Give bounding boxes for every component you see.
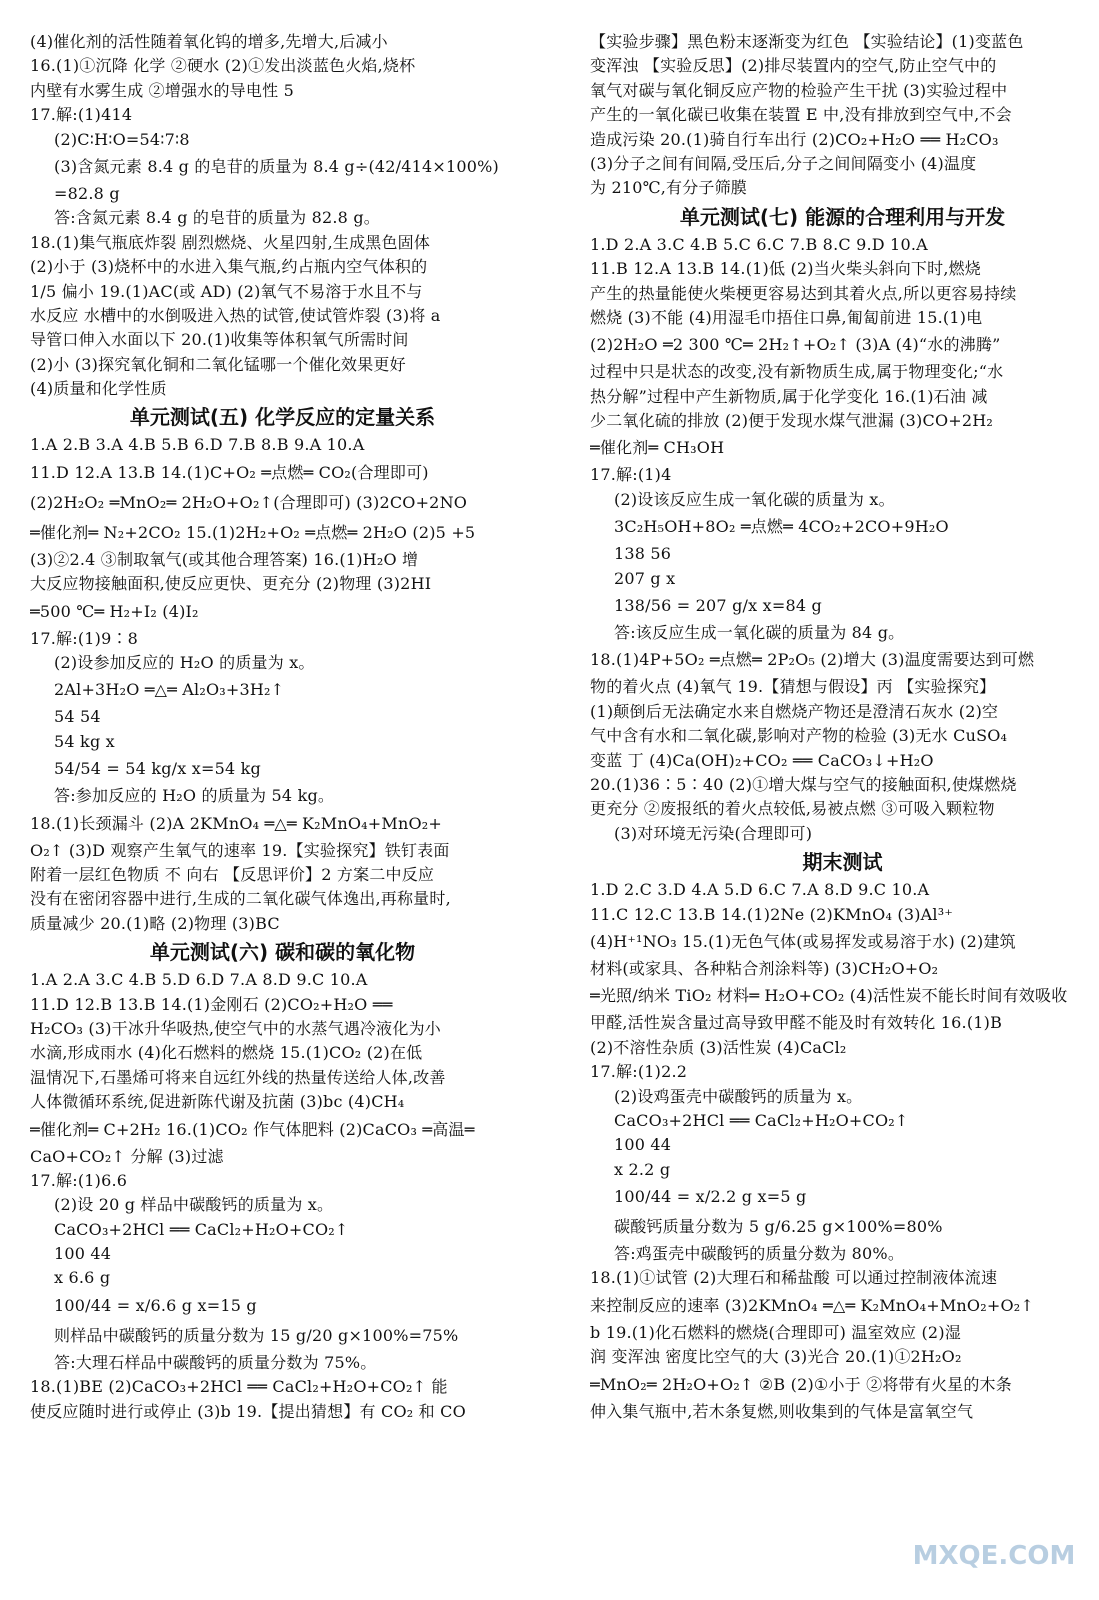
- answer-line: 11.D 12.A 13.B 14.(1)C+O₂ ═点燃═ CO₂(合理即可): [30, 462, 429, 482]
- answer-line: 水滴,形成雨水 (4)化石燃料的燃烧 15.(1)CO₂ (2)在低: [30, 1043, 423, 1063]
- answer-line: (1)颠倒后无法确定水来自燃烧产物还是澄清石灰水 (2)空: [590, 701, 999, 721]
- right-column: [590, 30, 1095, 1424]
- answer-line: ═催化剂═ CH₃OH: [590, 438, 725, 458]
- answer-line: (2)设 20 g 样品中碳酸钙的质量为 x。: [54, 1195, 334, 1215]
- answer-line: 17.解:(1)4: [590, 465, 672, 485]
- answer-line: (2)小于 (3)烧杯中的水进入集气瓶,约占瓶内空气体积的: [30, 257, 428, 277]
- answer-line: 内壁有水雾生成 ②增强水的导电性 5: [30, 80, 294, 100]
- answer-line: CaO+CO₂↑ 分解 (3)过滤: [30, 1146, 224, 1166]
- answer-line: 质量减少 20.(1)略 (2)物理 (3)BC: [30, 913, 280, 933]
- answer-line: 变蓝 丁 (4)Ca(OH)₂+CO₂ ══ CaCO₃↓+H₂O: [590, 750, 934, 770]
- answer-line: (2)设参加反应的 H₂O 的质量为 x。: [54, 653, 315, 673]
- answer-line: 18.(1)BE (2)CaCO₃+2HCl ══ CaCl₂+H₂O+CO₂↑ 能: [30, 1377, 448, 1397]
- answer-line: 人体微循环系统,促进新陈代谢及抗菌 (3)bc (4)CH₄: [30, 1092, 405, 1112]
- answer-line: 更充分 ②废报纸的着火点较低,易被点燃 ③可吸入颗粒物: [590, 799, 995, 819]
- answer-line: x 6.6 g: [54, 1268, 111, 1288]
- answer-line: ═500 ℃═ H₂+I₂ (4)I₂: [30, 601, 199, 621]
- answer-line: 答:参加反应的 H₂O 的质量为 54 kg。: [54, 786, 335, 806]
- section-heading: 单元测试(七) 能源的合理利用与开发: [679, 204, 1006, 229]
- answer-line: (2)2H₂O₂ ═MnO₂═ 2H₂O+O₂↑(合理即可) (3)2CO+2NO: [30, 492, 468, 512]
- answer-line: 燃烧 (3)不能 (4)用湿毛巾捂住口鼻,匍匐前进 15.(1)电: [590, 307, 983, 327]
- answer-line: (3)对环境无污染(合理即可): [614, 823, 813, 843]
- answer-line: 18.(1)长颈漏斗 (2)A 2KMnO₄ ═△═ K₂MnO₄+MnO₂+: [30, 813, 443, 833]
- answer-line: (2)设该反应生成一氧化碳的质量为 x。: [614, 489, 895, 509]
- answer-line: 答:鸡蛋壳中碳酸钙的质量分数为 80%。: [614, 1244, 905, 1264]
- answer-line: 1/5 偏小 19.(1)AC(或 AD) (2)氧气不易溶于水且不与: [30, 281, 423, 301]
- site-watermark: MXQE.COM: [912, 1541, 1076, 1571]
- answer-line: 20.(1)36∶5∶40 (2)①增大煤与空气的接触面积,使煤燃烧: [590, 774, 1017, 794]
- answer-line: O₂↑ (3)D 观察产生氧气的速率 19.【实验探究】铁钉表面: [30, 840, 450, 860]
- answer-line: 答:该反应生成一氧化碳的质量为 84 g。: [614, 623, 905, 643]
- answer-line: 物的着火点 (4)氧气 19.【猜想与假设】丙 【实验探究】: [590, 677, 996, 697]
- answer-line: H₂CO₃ (3)干冰升华吸热,使空气中的水蒸气遇冷液化为小: [30, 1018, 441, 1038]
- answer-line: ═催化剂═ C+2H₂ 16.(1)CO₂ 作气体肥料 (2)CaCO₃ ═高温═: [30, 1119, 475, 1139]
- answer-line: 热分解”过程中产生新物质,属于化学变化 16.(1)石油 减: [590, 386, 988, 406]
- answer-line: 大反应物接触面积,使反应更快、更充分 (2)物理 (3)2HI: [30, 574, 432, 594]
- answer-line: 54 kg x: [54, 731, 115, 751]
- answer-line: (4)催化剂的活性随着氧化钨的增多,先增大,后减小: [30, 32, 388, 51]
- answer-line: (3)分子之间有间隔,受压后,分子之间间隔变小 (4)温度: [590, 153, 977, 173]
- answer-line: (3)含氮元素 8.4 g 的皂苷的质量为 8.4 g÷(42/414×100%): [54, 156, 499, 176]
- answer-line: 11.C 12.C 13.B 14.(1)2Ne (2)KMnO₄ (3)Al³⁺: [590, 904, 953, 924]
- answer-line: (3)②2.4 ③制取氧气(或其他合理答案) 16.(1)H₂O 增: [30, 549, 419, 569]
- answer-line: 过程中只是状态的改变,没有新物质生成,属于物理变化;“水: [590, 362, 1004, 382]
- answer-line: 氧气对碳与氧化铜反应产物的检验产生干扰 (3)实验过程中: [590, 80, 1008, 100]
- answer-line: 变浑浊 【实验反思】(2)排尽装置内的空气,防止空气中的: [590, 56, 997, 76]
- answer-line: 18.(1)4P+5O₂ ═点燃═ 2P₂O₅ (2)增大 (3)温度需要达到可燃: [590, 650, 1035, 670]
- answer-line: 【实验步骤】黑色粉末逐渐变为红色 【实验结论】(1)变蓝色: [590, 32, 1024, 51]
- answer-line: (2)小 (3)探究氧化铜和二氧化锰哪一个催化效果更好: [30, 354, 406, 374]
- answer-line: 没有在密闭容器中进行,生成的二氧化碳气体逸出,再称量时,: [30, 889, 451, 909]
- answer-line: =82.8 g: [54, 183, 120, 203]
- answer-line: 100 44: [54, 1244, 112, 1264]
- answer-line: 使反应随时进行或停止 (3)b 19.【提出猜想】有 CO₂ 和 CO: [30, 1401, 466, 1421]
- answer-line: 导管口伸入水面以下 20.(1)收集等体积氧气所需时间: [30, 330, 409, 350]
- answer-line: 答:含氮元素 8.4 g 的皂苷的质量为 82.8 g。: [54, 208, 380, 228]
- answer-line: 产生的一氧化碳已收集在装置 E 中,没有排放到空气中,不会: [590, 105, 1012, 125]
- answer-line: (4)质量和化学性质: [30, 379, 167, 399]
- answer-line: 207 g x: [614, 568, 676, 588]
- answer-line: 54/54 = 54 kg/x x=54 kg: [54, 759, 261, 779]
- answer-line: 17.解:(1)414: [30, 105, 133, 125]
- answer-line: (2)2H₂O ═2 300 ℃═ 2H₂↑+O₂↑ (3)A (4)“水的沸腾”: [590, 335, 1001, 355]
- section-heading: 单元测试(五) 化学反应的定量关系: [129, 405, 436, 430]
- answer-line: 少二氧化硫的排放 (2)便于发现水煤气泄漏 (3)CO+2H₂: [590, 411, 994, 431]
- answer-line: 附着一层红色物质 不 向右 【反思评价】2 方案二中反应: [30, 864, 435, 884]
- section-heading: 单元测试(六) 碳和碳的氧化物: [149, 940, 416, 965]
- section-heading: 期末测试: [802, 850, 883, 875]
- answer-line: (4)H⁺¹NO₃ 15.(1)无色气体(或易挥发或易溶于水) (2)建筑: [590, 931, 1016, 951]
- answer-line: 产生的热量能使火柴梗更容易达到其着火点,所以更容易持续: [590, 283, 1017, 303]
- answer-line: 甲醛,活性炭含量过高导致甲醛不能及时有效转化 16.(1)B: [590, 1013, 1003, 1033]
- answer-line: 11.B 12.A 13.B 14.(1)低 (2)当火柴头斜向下时,燃烧: [590, 259, 982, 279]
- answer-line: (2)设鸡蛋壳中碳酸钙的质量为 x。: [614, 1086, 863, 1106]
- answer-line: 答:大理石样品中碳酸钙的质量分数为 75%。: [54, 1352, 377, 1372]
- answer-line: 水反应 水槽中的水倒吸进入热的试管,使试管炸裂 (3)将 a: [30, 305, 441, 325]
- answer-line: (2)不溶性杂质 (3)活性炭 (4)CaCl₂: [590, 1037, 847, 1057]
- answer-line: 18.(1)①试管 (2)大理石和稀盐酸 可以通过控制液体流速: [590, 1268, 998, 1288]
- answer-line: 138 56: [614, 544, 672, 564]
- answer-line: 100 44: [614, 1135, 672, 1155]
- answer-line: ═催化剂═ N₂+2CO₂ 15.(1)2H₂+O₂ ═点燃═ 2H₂O (2)5 +5: [30, 522, 476, 542]
- answer-line: 3C₂H₅OH+8O₂ ═点燃═ 4CO₂+2CO+9H₂O: [614, 517, 949, 537]
- answer-line: 1.D 2.A 3.C 4.B 5.C 6.C 7.B 8.C 9.D 10.A: [590, 234, 928, 254]
- answer-line: 17.解:(1)9∶8: [30, 628, 139, 648]
- answer-line: 材料(或家具、各种粘合剂涂料等) (3)CH₂O+O₂: [590, 958, 939, 978]
- answer-line: CaCO₃+2HCl ══ CaCl₂+H₂O+CO₂↑: [54, 1219, 349, 1239]
- answer-line: 碳酸钙质量分数为 5 g/6.25 g×100%=80%: [614, 1217, 943, 1237]
- left-column: [30, 30, 535, 1424]
- answer-line: (2)C∶H∶O=54∶7∶8: [54, 129, 190, 149]
- answer-line: 100/44 = x/2.2 g x=5 g: [614, 1187, 807, 1207]
- answer-line: 来控制反应的速率 (3)2KMnO₄ ═△═ K₂MnO₄+MnO₂+O₂↑: [590, 1295, 1034, 1315]
- answer-line: 100/44 = x/6.6 g x=15 g: [54, 1295, 257, 1315]
- answer-line: 造成污染 20.(1)骑自行车出行 (2)CO₂+H₂O ══ H₂CO₃: [590, 129, 999, 149]
- answer-line: 17.解:(1)6.6: [30, 1170, 128, 1190]
- answer-line: 则样品中碳酸钙的质量分数为 15 g/20 g×100%=75%: [54, 1325, 459, 1345]
- answer-line: 润 变浑浊 密度比空气的大 (3)光合 20.(1)①2H₂O₂: [590, 1347, 962, 1367]
- answer-line: 54 54: [54, 707, 101, 727]
- answer-line: b 19.(1)化石燃料的燃烧(合理即可) 温室效应 (2)湿: [590, 1322, 961, 1342]
- answer-line: 11.D 12.B 13.B 14.(1)金刚石 (2)CO₂+H₂O ══: [30, 994, 393, 1014]
- answer-line: ═光照/纳米 TiO₂ 材料═ H₂O+CO₂ (4)活性炭不能长时间有效吸收: [590, 986, 1068, 1006]
- answer-line: 伸入集气瓶中,若木条复燃,则收集到的气体是富氧空气: [590, 1401, 974, 1421]
- answer-line: 1.A 2.A 3.C 4.B 5.D 6.D 7.A 8.D 9.C 10.A: [30, 970, 368, 990]
- answer-line: 16.(1)①沉降 化学 ②硬水 (2)①发出淡蓝色火焰,烧杯: [30, 56, 416, 76]
- answer-line: 17.解:(1)2.2: [590, 1062, 688, 1082]
- answer-line: 气中含有水和二氧化碳,影响对产物的检验 (3)无水 CuSO₄: [590, 726, 1008, 746]
- answer-line: 1.A 2.B 3.A 4.B 5.B 6.D 7.B 8.B 9.A 10.A: [30, 435, 365, 455]
- answer-line: CaCO₃+2HCl ══ CaCl₂+H₂O+CO₂↑: [614, 1110, 909, 1130]
- answer-line: 温情况下,石墨烯可将来自远红外线的热量传送给人体,改善: [30, 1067, 446, 1087]
- answer-line: 138/56 = 207 g/x x=84 g: [614, 596, 822, 616]
- answer-line: 1.D 2.C 3.D 4.A 5.D 6.C 7.A 8.D 9.C 10.A: [590, 880, 930, 900]
- answer-line: x 2.2 g: [614, 1159, 671, 1179]
- answer-line: ═MnO₂═ 2H₂O+O₂↑ ②B (2)①小于 ②将带有火星的木条: [590, 1374, 1012, 1394]
- answer-line: 18.(1)集气瓶底炸裂 剧烈燃烧、火星四射,生成黑色固体: [30, 232, 431, 252]
- answer-line: 为 210℃,有分子筛膜: [590, 178, 748, 198]
- answer-line: 2Al+3H₂O ═△═ Al₂O₃+3H₂↑: [54, 680, 285, 700]
